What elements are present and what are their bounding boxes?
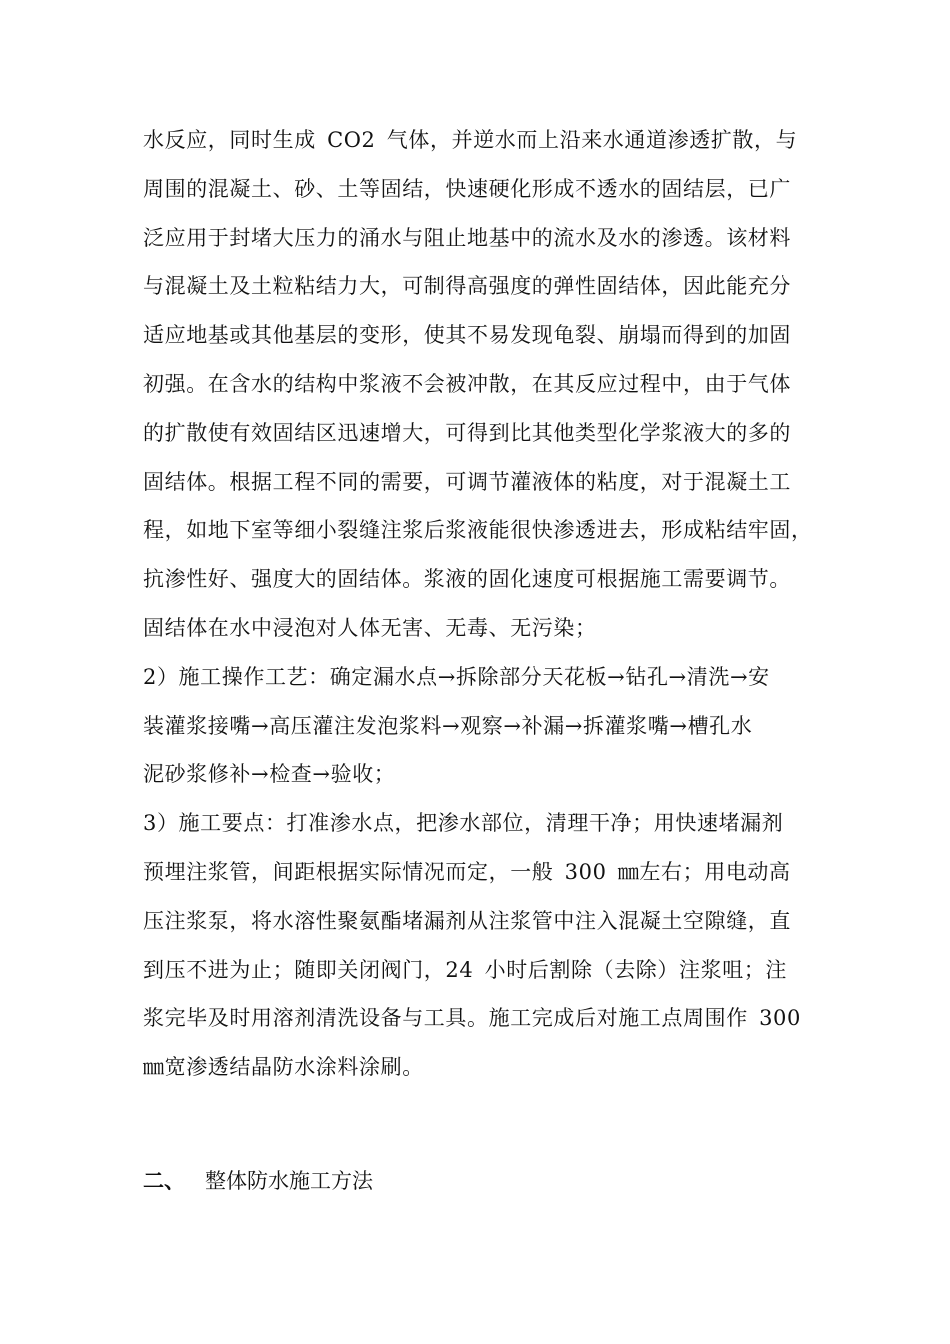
text-line: 适应地基或其他基层的变形，使其不易发现龟裂、崩塌而得到的加固 [143, 323, 791, 348]
text-line: 压注浆泵，将水溶性聚氨酯堵漏剂从注浆管中注入混凝土空隙缝，直 [143, 908, 791, 933]
section-number: 二、 [143, 1168, 185, 1193]
text-line: 固结体在水中浸泡对人体无害、无毒、无污染； [143, 615, 597, 640]
section-title: 整体防水施工方法 [205, 1169, 373, 1193]
text-line: 2）施工操作工艺：确定漏水点→拆除部分天花板→钻孔→清洗→安 [143, 664, 770, 689]
section-heading [143, 1163, 373, 1199]
body-text [143, 116, 813, 1092]
text-line: 的扩散使有效固结区迅速增大，可得到比其他类型化学浆液大的多的 [143, 420, 791, 445]
text-line: 预埋注浆管，间距根据实际情况而定，一般 300 ㎜左右；用电动高 [143, 859, 791, 884]
text-line: 与混凝土及土粒粘结力大，可制得高强度的弹性固结体，因此能充分 [143, 274, 791, 299]
text-line: 固结体。根据工程不同的需要，可调节灌液体的粘度，对于混凝土工 [143, 469, 791, 494]
text-line: 泛应用于封堵大压力的涌水与阻止地基中的流水及水的渗透。该材料 [143, 225, 791, 250]
text-line: 3）施工要点：打准渗水点，把渗水部位，清理干净；用快速堵漏剂 [143, 811, 784, 836]
text-line: 浆完毕及时用溶剂清洗设备与工具。施工完成后对施工点周围作 300 [143, 1006, 801, 1031]
text-line: ㎜宽渗透结晶防水涂料涂刷。 [143, 1055, 424, 1080]
text-line: 初强。在含水的结构中浆液不会被冲散，在其反应过程中，由于气体 [143, 371, 791, 396]
text-line: 周围的混凝土、砂、土等固结，快速硬化形成不透水的固结层，已广 [143, 176, 791, 201]
text-line: 水反应，同时生成 CO2 气体，并逆水而上沿来水通道渗透扩散，与 [143, 128, 798, 152]
text-line: 程，如地下室等细小裂缝注浆后浆液能很快渗透进去，形成粘结牢固， [143, 518, 813, 543]
text-line: 泥砂浆修补→检查→验收； [143, 762, 396, 787]
text-line: 装灌浆接嘴→高压灌注发泡浆料→观察→补漏→拆灌浆嘴→槽孔水 [143, 713, 753, 738]
text-line: 抗渗性好、强度大的固结体。浆液的固化速度可根据施工需要调节。 [143, 567, 791, 592]
text-line: 到压不进为止；随即关闭阀门，24 小时后割除（去除）注浆咀；注 [143, 957, 787, 982]
